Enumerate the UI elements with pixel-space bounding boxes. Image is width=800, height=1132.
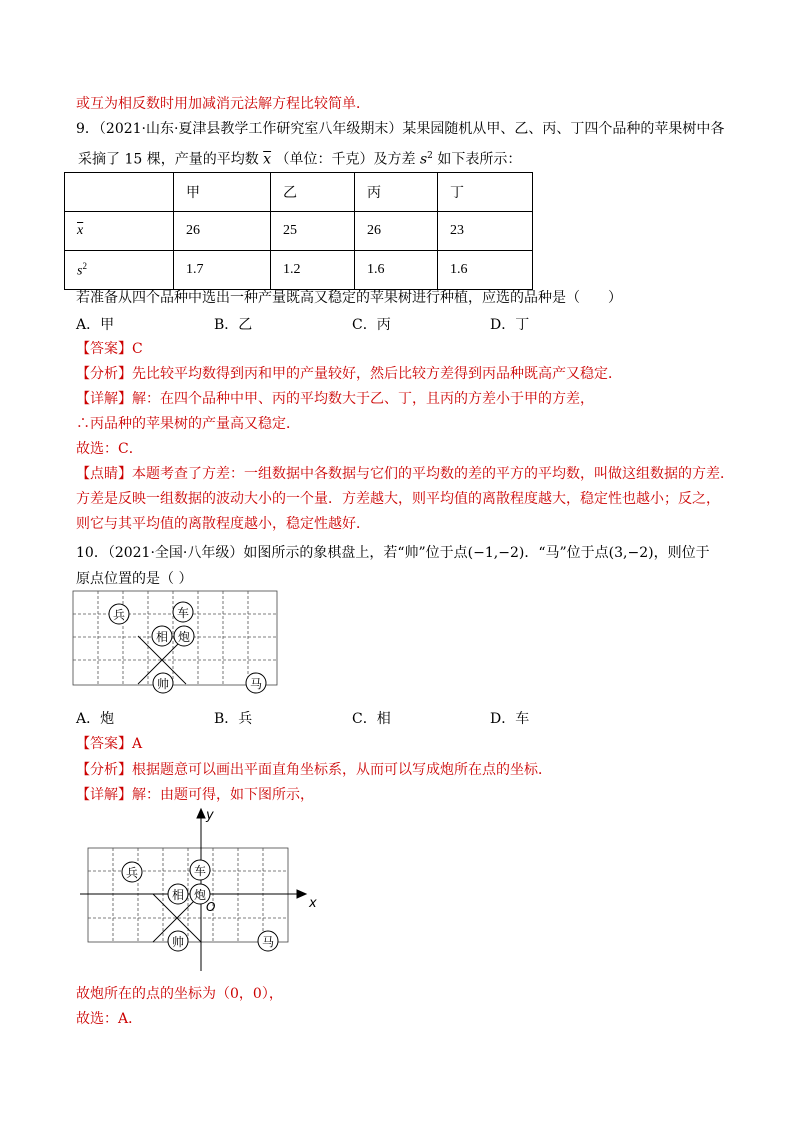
q10-conclusion: 故炮所在的点的坐标为（0，0）， [76,986,283,1002]
q9-stem-line2 [78,146,521,170]
table-cell: 1.6 [438,251,533,290]
piece-bing [122,862,142,882]
table-cell: 1.6 [355,251,438,290]
option-b: B．兵 [214,711,253,727]
piece-label: 帅 [171,935,185,949]
table-cell: 26 [355,212,438,251]
piece-label: 炮 [193,888,207,902]
option-d: D．车 [490,711,530,727]
q9-answer: 【答案】C [76,341,143,357]
piece-pao [190,884,210,904]
piece-label: 车 [176,606,190,620]
continuation-text: 或互为相反数时用加减消元法解方程比较简单． [76,96,370,112]
q10-stem-part1: 10．（2021·全国·八年级）如图所示的象棋盘上，若“帅”位于点 [76,545,468,561]
table-cell [65,173,174,212]
table-row [65,173,533,212]
q9-question: 若准备从四个品种中选出一种产量既高又稳定的苹果树进行种植，应选的品种是（ ） [76,290,622,306]
piece-bing [109,604,129,624]
piece-label: 相 [171,888,185,902]
table-row [65,212,533,251]
piece-xiang [152,626,172,646]
table-cell: 23 [438,212,533,251]
option-c: C．丙 [352,317,391,333]
ma-coordinate: (3,−2) [608,545,654,561]
piece-label: 帅 [156,677,170,691]
option-c: C．相 [352,711,391,727]
piece-label: 马 [249,677,263,691]
y-axis-label: y [206,808,214,823]
variance-exponent: 2 [82,260,87,271]
q10-stem-line2: 原点位置的是（ ） [76,571,193,587]
shuai-coordinate: (−1,−2) [467,545,525,561]
table-cell [65,212,174,251]
q10-stem-part2: ．“马”位于点 [524,545,609,561]
chess-board-figure [70,588,280,698]
q9-detail-2: ∴丙品种的苹果树的产量高又稳定． [76,416,300,432]
table-cell [65,251,174,290]
q9-stem-part1: 采摘了 15 棵，产量的平均数 [78,151,259,168]
table-cell: 乙 [271,173,355,212]
piece-ma [246,673,266,693]
q9-select: 故选：C． [76,441,143,457]
x-axis-label: x [309,896,317,911]
q10-stem-part3: ，则位于 [653,545,710,561]
q10-analysis: 【分析】根据题意可以画出平面直角坐标系，从而可以写成炮所在点的坐标． [76,762,552,778]
variance-exponent: 2 [427,151,433,161]
piece-label: 兵 [112,608,126,622]
option-b: B．乙 [214,317,253,333]
q10-select: 故选：A． [76,1011,143,1027]
piece-label: 兵 [125,866,139,880]
piece-che [190,860,210,880]
yield-table [64,172,533,290]
piece-label: 炮 [177,630,191,644]
q9-analysis: 【分析】先比较平均数得到丙和甲的产量较好，然后比较方差得到丙品种既高产又稳定． [76,366,622,382]
piece-pao [174,626,194,646]
piece-label: 相 [155,630,169,644]
piece-shuai [168,931,188,951]
piece-label: 车 [193,864,207,878]
table-cell: 1.2 [271,251,355,290]
origin-label: O [206,900,216,914]
mean-symbol: $\overline{x}$ [77,223,84,238]
table-cell: 丁 [438,173,533,212]
piece-shuai [153,673,173,693]
q10-detail: 【详解】解：由题可得，如下图所示， [76,787,314,803]
table-row [65,251,533,290]
variance-symbol: s [419,151,428,168]
piece-ma [258,931,278,951]
q9-comment-1: 【点睛】本题考查了方差：一组数据中各数据与它们的平均数的差的平方的平均数，叫做这组数据的方差． [76,466,734,482]
option-a: A．甲 [76,317,115,333]
option-d: D．丁 [490,317,530,333]
piece-che [173,602,193,622]
q9-stem-line1: 9．（2021·山东·夏津县教学工作研究室八年级期末）某果园随机从甲、乙、丙、丁四个品种的苹果树中各 [76,121,725,137]
piece-xiang [168,884,188,904]
q9-detail: 【详解】解：在四个品种中甲、丙的平均数大于乙、丁，且丙的方差小于甲的方差， [76,391,594,407]
table-cell: 1.7 [174,251,271,290]
q10-stem-line1 [76,543,710,563]
q9-comment-3: 则它与其平均值的离散程度越小，稳定性越好． [76,516,370,532]
x-axis-arrow-icon [297,890,306,898]
option-a: A．炮 [76,711,115,727]
coordinate-board-figure [80,805,320,975]
table-cell: 丙 [355,173,438,212]
variance-symbol: s [77,263,83,279]
q9-comment-2: 方差是反映一组数据的波动大小的一个量．方差越大，则平均值的离散程度越大，稳定性也越小；反之， [76,491,720,507]
y-axis-arrow-icon [197,809,205,818]
q9-stem-part3: 如下表所示： [437,151,522,168]
piece-label: 马 [261,935,275,949]
q10-answer: 【答案】A [76,736,143,752]
table-cell: 26 [174,212,271,251]
table-cell: 25 [271,212,355,251]
table-cell: 甲 [174,173,271,212]
q9-stem-part2: （单位：千克）及方差 [275,151,416,168]
mean-symbol: $\overline{x}$ [263,151,272,168]
